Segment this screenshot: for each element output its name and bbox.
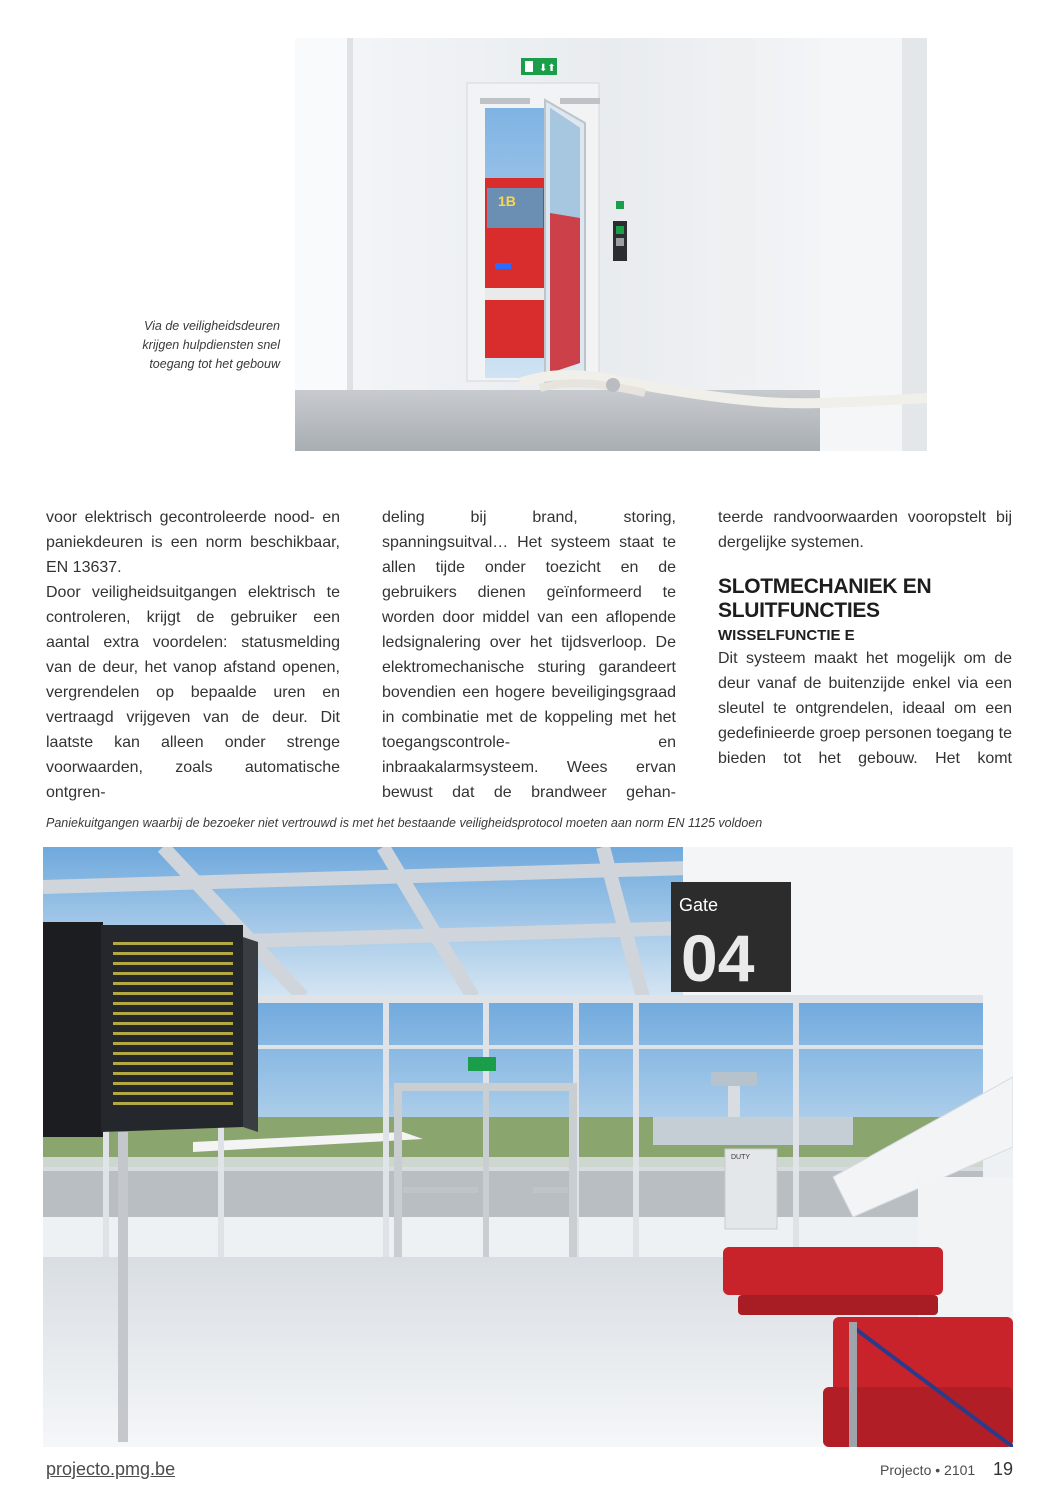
- magazine-issue: Projecto • 2101: [880, 1462, 976, 1478]
- website-link[interactable]: projecto.pmg.be: [46, 1459, 176, 1479]
- gate-sign: [671, 882, 791, 995]
- text-column-1: [46, 505, 340, 805]
- emergency-door-illustration: [295, 38, 927, 451]
- bottom-photo-caption: Paniekuitgangen waarbij de bezoeker niet vertrouwd is met het bestaande veiligheidsprotocol moeten aan norm EN 1125 voldoen: [46, 816, 763, 830]
- section-heading: SLOTMECHANIEK EN SLUITFUNCTIES: [718, 575, 932, 622]
- paragraph: teerde randvoorwaarden vooropstelt bij dergelijke systemen.: [718, 509, 1012, 551]
- svg-text:⬇⬆: ⬇⬆: [539, 63, 556, 74]
- truck-label: 1B: [498, 193, 516, 209]
- caption-line: toegang tot het gebouw: [149, 357, 280, 371]
- section-subheading: WISSELFUNCTIE E: [718, 627, 855, 644]
- gate-label: Gate: [679, 895, 719, 915]
- paragraph: voor elektrisch gecontroleerde nood- en paniekdeuren is een norm beschikbaar, EN 13637.: [46, 509, 340, 576]
- top-photo: [295, 38, 927, 451]
- paragraph: deling bij brand, storing, spanningsuitval… Het systeem staat te allen tijde onder toezicht en de gebruikers dienen geïnformeerd te worden door middel van een aflopende ledsignalering over het tijdsverloop. De elektromechanische sturing garandeert bovendien een hogere beveiligingsgraad in combinatie met de koppeling met het toegangscontrole- en inbraakalarmsysteem. Wees ervan bewust dat de brandweer gehan-: [382, 509, 676, 801]
- paragraph: Dit systeem maakt het mogelijk om de deur vanaf de buitenzijde enkel via een sleutel te ontgrendelen, ideaal om een gedefinieerde groep personen toegang te bieden tot het gebouw. Het komt: [718, 650, 1012, 767]
- paragraph: Door veiligheidsuitgangen elektrisch te controleren, krijgt de gebruiker een aantal extra voordelen: statusmelding van de deur, het vanop afstand openen, vergrendelen op bepaalde uren en vertraagd vrijgeven van de deur. Dit laatste kan alleen onder strenge voorwaarden, zoals automatische ontgren-: [46, 584, 340, 801]
- caption-line: krijgen hulpdiensten snel: [142, 338, 280, 352]
- page-number: 19: [993, 1459, 1014, 1479]
- top-photo-caption: [130, 317, 280, 374]
- airport-gate-illustration: [43, 847, 1013, 1447]
- exit-sign-icon: [468, 1057, 496, 1071]
- text-column-2: [382, 505, 676, 805]
- airport-gate-photo: [43, 847, 1013, 1447]
- caption-line: Via de veiligheidsdeuren: [144, 319, 280, 333]
- duty-label: DUTY: [731, 1154, 751, 1161]
- text-column-3: [718, 505, 1012, 771]
- gate-number: 04: [681, 921, 755, 995]
